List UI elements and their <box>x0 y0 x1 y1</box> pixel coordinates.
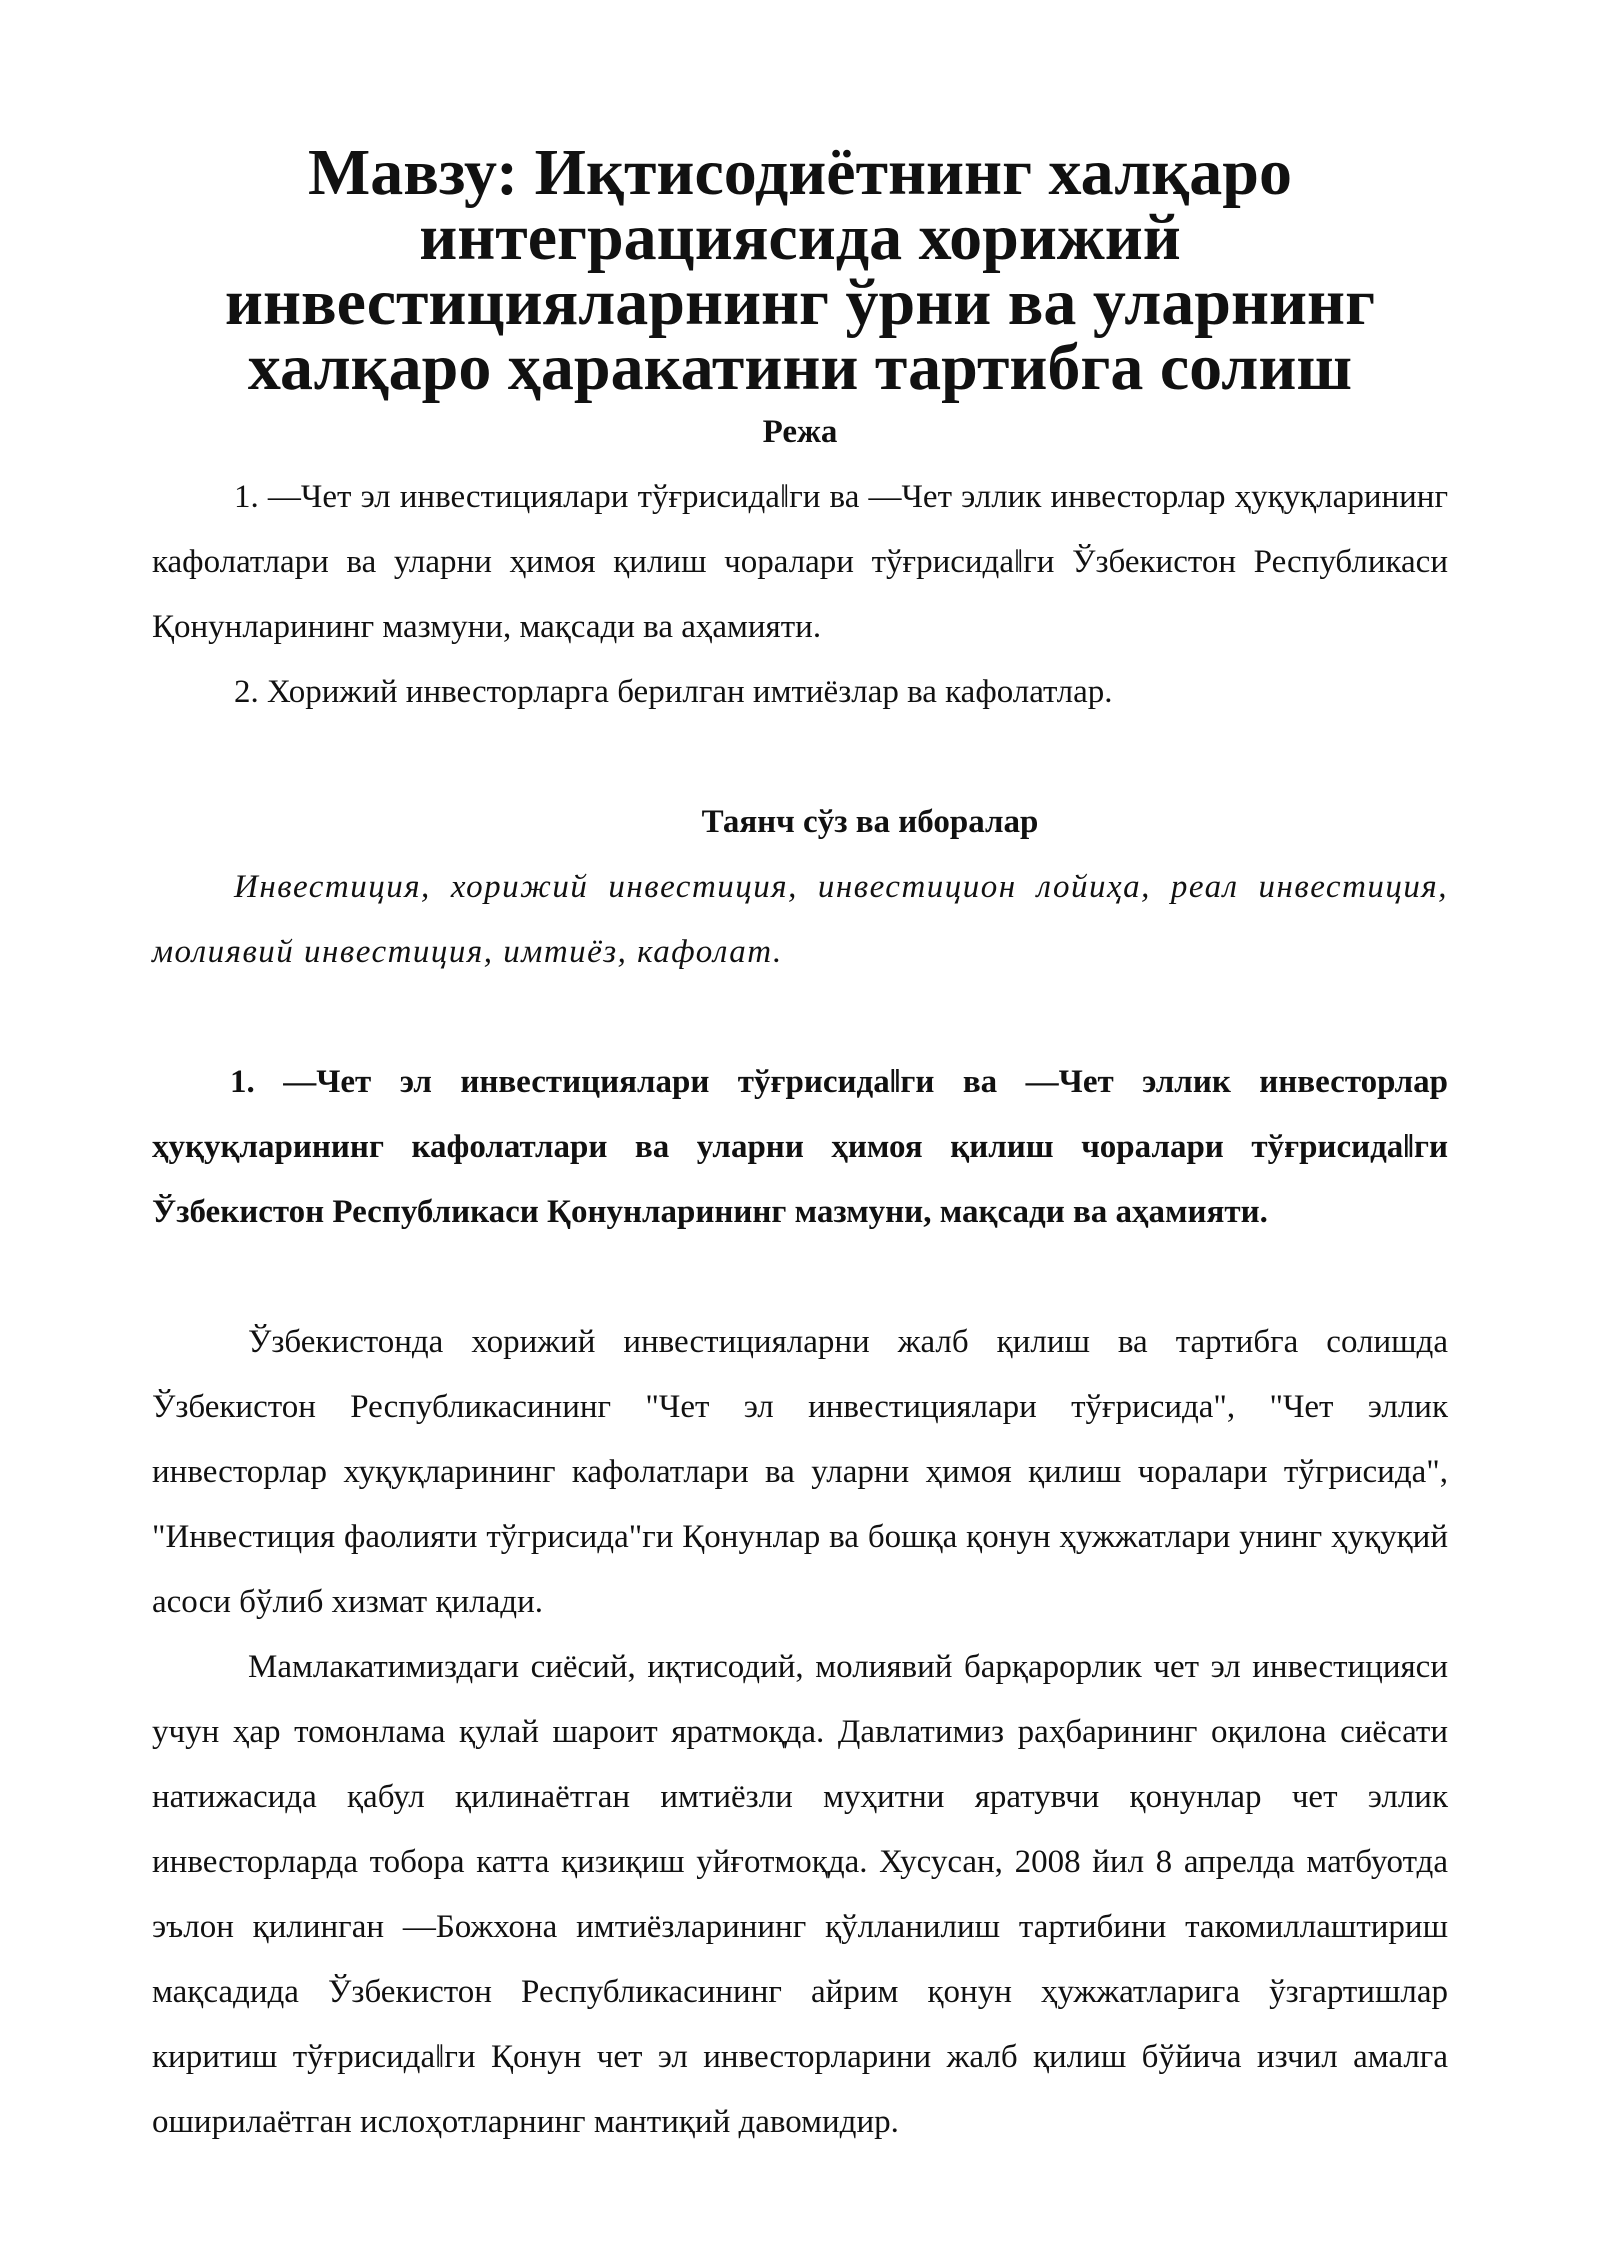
body-paragraph-1: Ўзбекистонда хорижий инвестицияларни жалб қилиш ва тартибга солишда Ўзбекистон Республикасининг "Чет эл инвестициялари тўғрисида", "Чет эллик инвесторлар хуқуқларининг кафолатлари ва уларни ҳимоя қилиш чоралари тўгрисида", "Инвестиция фаолияти тўгрисида"ги Қонунлар ва бошқа қонун ҳужжатлари унинг ҳуқуқий асоси бўлиб хизмат қилади. <box>152 1324 1448 1620</box>
keywords-text: Инвестиция, хорижий инвестиция, инвестицион лойиҳа, реал инвестиция, молиявий инвестиция, имтиёз, кафолат. <box>152 869 1448 970</box>
document-title-line-1: Мавзу: Иқтисодиётнинг халқаро интеграциясида хорижий <box>307 136 1293 274</box>
document-title-line-2: инвестицияларнинг ўрни ва уларнинг халқаро ҳаракатини тартибга солиш <box>224 266 1376 404</box>
plan-item-1: 1. ―Чет эл инвестициялари тўғрисида‖ги ва ―Чет эллик инвесторлар ҳуқуқларининг кафолатлари ва уларни ҳимоя қилиш чоралари тўғрисида‖ги Ўзбекистон Республикаси Қонунларининг мазмуни, мақсади ва аҳамияти. <box>152 479 1448 645</box>
document-title <box>152 136 1448 404</box>
spacer <box>152 985 1448 1050</box>
spacer <box>152 725 1448 790</box>
plan-item-2: 2. Хорижий инвесторларга берилган имтиёзлар ва кафолатлар. <box>234 674 1113 710</box>
plan-heading: Режа <box>762 414 838 450</box>
section-1-heading: 1. ―Чет эл инвестициялари тўғрисида‖ги ва ―Чет эллик инвесторлар ҳуқуқларининг кафолатлари ва уларни ҳимоя қилиш чоралари тўғрисида‖ги Ўзбекистон Республикаси Қонунларининг мазмуни, мақсади ва аҳамияти. <box>152 1064 1448 1230</box>
spacer <box>152 1245 1448 1310</box>
keywords-heading: Таянч сўз ва иборалар <box>701 804 1039 840</box>
body-paragraph-2: Мамлакатимиздаги сиёсий, иқтисодий, молиявий барқарорлик чет эл инвестицияси учун ҳар томонлама қулай шароит яратмоқда. Давлатимиз раҳбарининг оқилона сиёсати натижасида қабул қилинаётган имтиёзли муҳитни яратувчи қонунлар чет эллик инвесторларда тобора катта қизиқиш уйғотмоқда. Хусусан, 2008 йил 8 апрелда матбуотда эълон қилинган ―Божхона имтиёзларининг қўлланилиш тартибини такомиллаштириш мақсадида Ўзбекистон Республикасининг айрим қонун ҳужжатларига ўзгартишлар киритиш тўғрисида‖ги Қонун чет эл инвесторларини жалб қилиш бўйича изчил амалга оширилаётган ислоҳотларнинг мантиқий давомидир. <box>152 1649 1448 2140</box>
